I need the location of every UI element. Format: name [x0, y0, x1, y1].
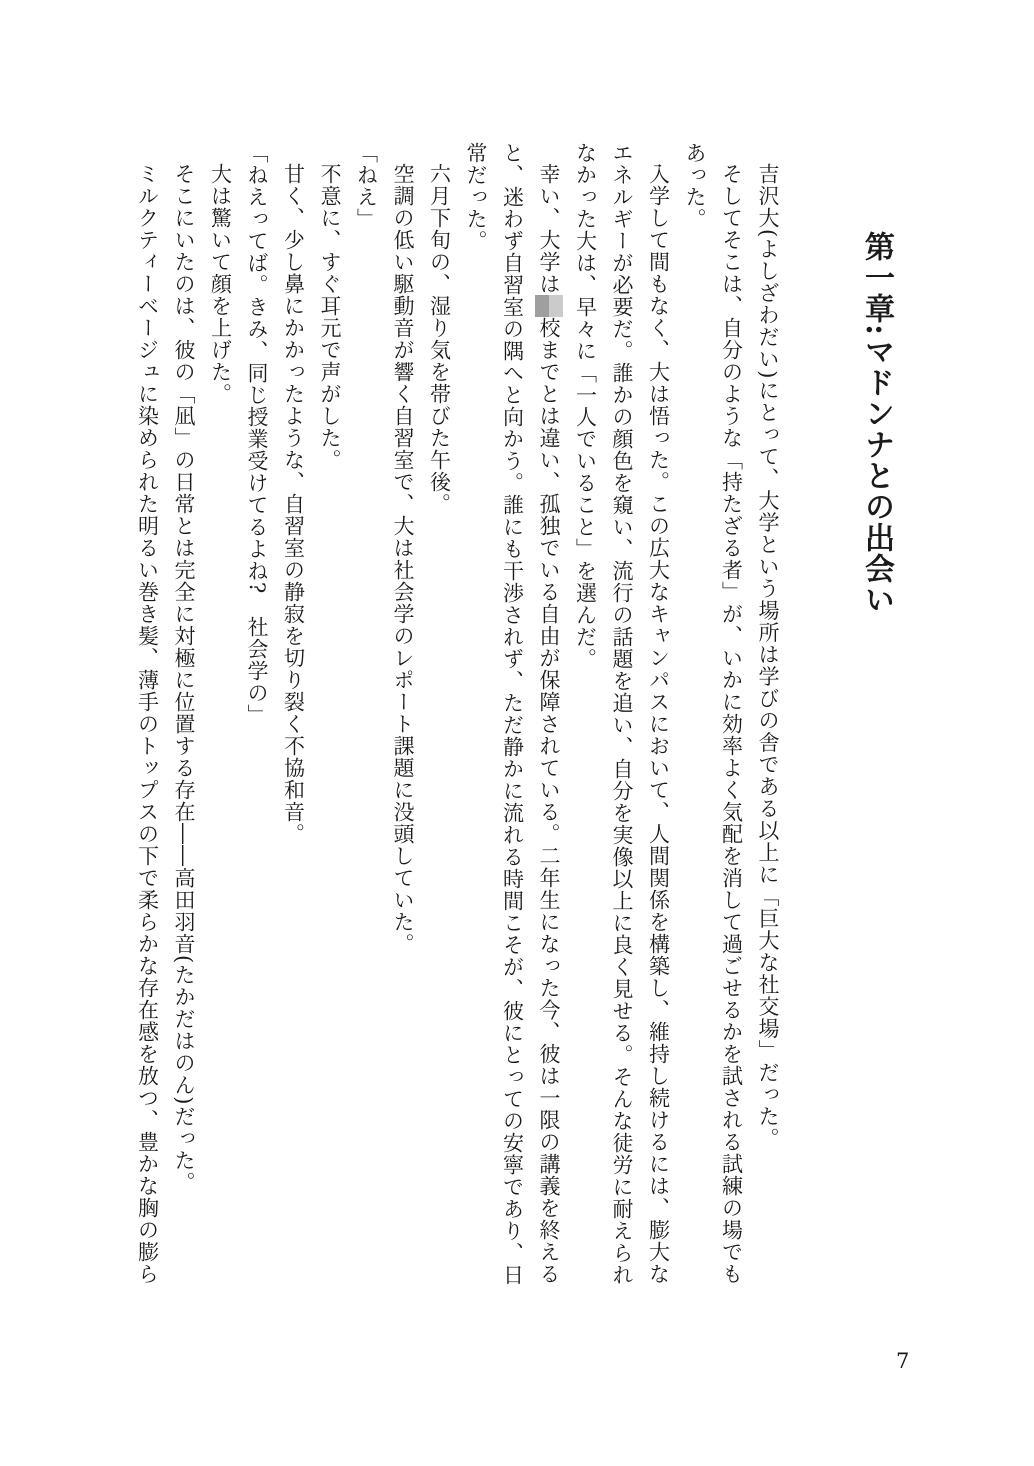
paragraph: 六月下旬の、湿り気を帯びた午後。	[427, 163, 452, 515]
paragraph: 入学して間もなく、大は悟った。この広大なキャンパスにおいて、人間関係を構築し、維持し続けるには、膨大なエネルギーが必要だ。誰かの顔色を窺い、流行の話題を追い、自分を実像以上に良く見せる。そんな徒労に耐えられなかった大は、早々に「一人でいること」を選んだ。	[573, 142, 671, 1286]
paragraph: 「ねえってば。きみ、同じ授業受けてるよね? 社会学の」	[245, 142, 269, 727]
paragraph: 「ねえ」	[354, 142, 379, 230]
paragraph: 不意に、すぐ耳元で声がした。	[318, 163, 342, 471]
chapter-title: 第一章:マドンナとの出会い	[859, 231, 894, 616]
paragraph: 吉沢大(よしざわだい)にとって、大学という場所は学びの舎である以上に「巨大な社交場」だった。	[756, 163, 780, 1150]
paragraph: そこにいたのは、彼の「凪」の日常とは完全に対極に位置する存在――高田羽音(たかだはのん)だった。	[172, 163, 196, 1194]
paragraph: 大は驚いて顔を上げた。	[208, 163, 233, 405]
body-text	[129, 142, 786, 1286]
paragraph: ミルクティーベージュに染められた明るい巻き髪、薄手のトップスの下で柔らかな存在感を放つ、豊かな胸の膨ら	[135, 163, 160, 1285]
paragraph: 空調の低い駆動音が響く自習室で、大は社会学のレポート課題に没頭していた。	[391, 163, 415, 955]
paragraph: そしてそこは、自分のような「持たざる者」が、いかに効率よく気配を消して過ごせるかを試される試練の場でもあった。	[683, 142, 744, 1285]
paragraph: 甘く、少し鼻にかかったような、自習室の静寂を切り裂く不協和音。	[281, 163, 306, 845]
page-number: 7	[896, 1349, 910, 1373]
paragraph: 幸い、大学は校までとは違い、孤独でいる自由が保障されている。二年生になった今、彼は一限の講義を終えると、迷わず自習室の隅へと向かう。誰にも干渉されず、ただ静かに流れる時間こそが、彼にとっての安寧であり、日常だった。	[464, 142, 561, 1286]
redacted-text-box	[535, 295, 563, 317]
